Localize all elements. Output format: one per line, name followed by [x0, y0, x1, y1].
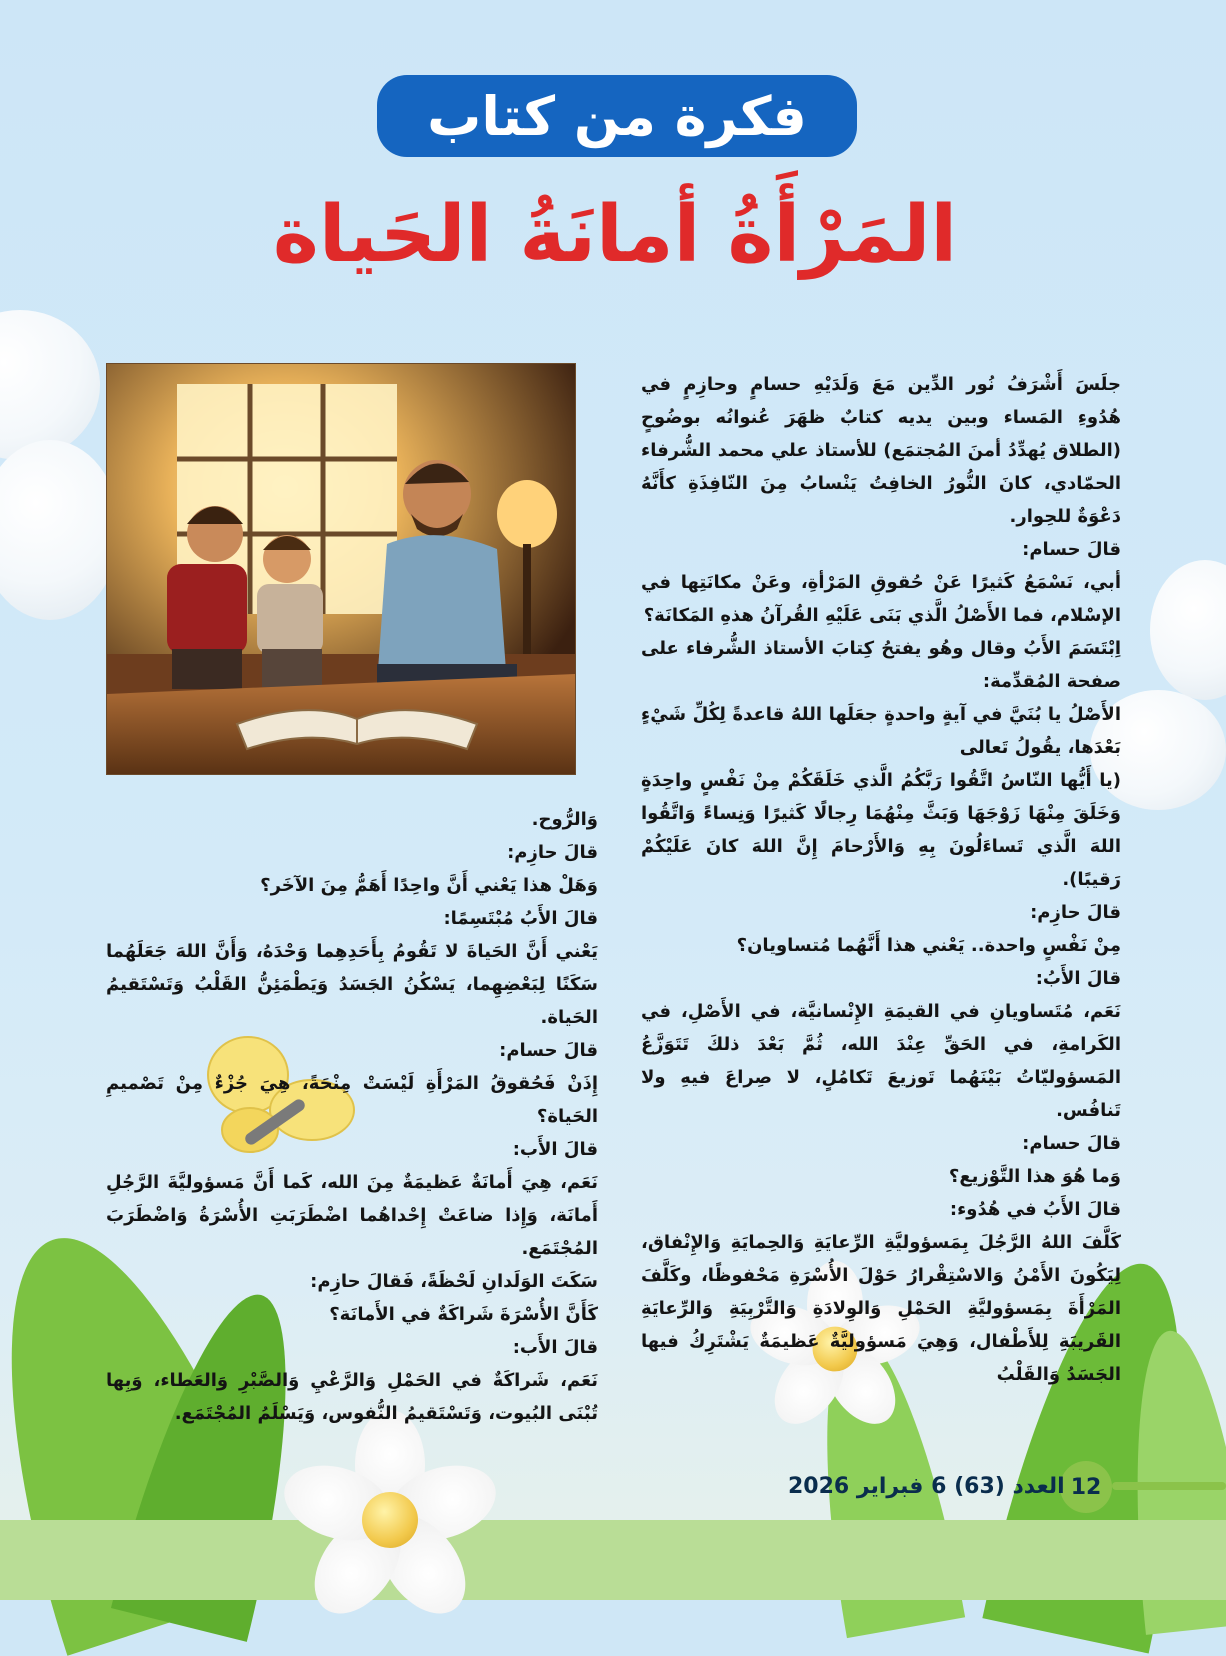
paragraph: وَهَلْ هذا يَعْني أَنَّ واحِدًا أَهَمُّ مِنَ الآخَر؟	[260, 875, 598, 896]
section-label: فكرة من كتاب	[427, 84, 807, 148]
ground-decoration	[0, 1520, 1226, 1600]
footer-accent-bar	[1112, 1482, 1226, 1490]
paragraph: وَما هُوَ هذا التَّوْزيع؟	[948, 1166, 1121, 1187]
speaker-line: قالَ حسام:	[499, 1040, 598, 1061]
paragraph: جلَسَ أَشْرَفُ نُور الدِّين مَعَ وَلَدَيْهِ حسامٍ وحازِمٍ في هُدُوءِ المَساء وبين يديه كتابٌ ظهَرَ عُنوانُه بوضُوحٍ (الطلاق يُهدِّدُ أمنَ المُجتمَع) للأستاذ علي محمد الشُّرفاء الحمّادي، كانَ النُّورُ الخافِتُ يَنْسابُ مِنَ النّافِذَةِ كأَنَّهُ دَعْوَةٌ للحِوار.	[641, 374, 1121, 527]
speaker-line: قالَ الأَبُ في هُدُوء:	[949, 1199, 1121, 1220]
paragraph: نَعَم، مُتَساويانِ في القيمَةِ الإِنْسانيَّة، في الأَصْلِ، في الكَرامةِ، في الحَقِّ عِنْدَ الله، ثُمَّ بَعْدَ ذلكَ تَتَوَزَّعُ المَسؤوليّاتُ بَيْنَهُما تَوزيعَ تَكامُلٍ، لا صِراعَ فيهِ ولا تَنافُس.	[641, 1001, 1121, 1121]
paragraph: نَعَم، شَراكَةٌ في الحَمْلِ وَالرَّعْيِ وَالصَّبْرِ وَالعَطاء، وَبِها تُبْنَى البُيوت، وَتَسْتَقيمُ النُّفوس، وَيَسْلَمُ المُجْتَمَع.	[106, 1370, 598, 1424]
paragraph: وَالرُّوح.	[531, 809, 598, 830]
paragraph: كَأَنَّ الأُسْرَةَ شَراكَةٌ في الأَمانَة؟	[329, 1304, 598, 1325]
paragraph: يَعْني أَنَّ الحَياةَ لا تَقُومُ بِأَحَدِهِما وَحْدَهُ، وَأَنَّ اللهَ جَعَلَهُما سَكَنًا لِبَعْضِهِما، يَسْكُنُ الجَسَدُ وَيَطْمَئِنُّ القَلْبُ وَتَسْتَقيمُ الحَياة.	[106, 941, 598, 1028]
speaker-line: قالَ الأَبُ مُبْتَسِمًا:	[443, 908, 598, 929]
paragraph: أبي، نَسْمَعُ كَثيرًا عَنْ حُقوقِ المَرْأةِ، وعَنْ مكانَتِها في الإسْلام، فما الأَصْلُ الَّذي بَنَى عَلَيْهِ القُرآنُ هذهِ المَكانَة؟	[641, 572, 1121, 626]
article-title: المَرْأَةُ أمانَةُ الحَياة	[272, 190, 958, 280]
speaker-line: قالَ الأَب:	[512, 1337, 598, 1358]
paragraph: إِذَنْ فَحُقوقُ المَرْأَةِ لَيْسَتْ مِنْحَةً، هِيَ جُزْءٌ مِنْ تَصْميمِ الحَياة؟	[106, 1073, 598, 1127]
speaker-line: قالَ حسام:	[1022, 1133, 1121, 1154]
article-text-left-column	[106, 803, 598, 1430]
speaker-line: قالَ حسام:	[1022, 539, 1121, 560]
speaker-line: قالَ الأَبُ:	[1035, 968, 1121, 989]
paragraph: اِبْتَسَمَ الأَبُ وقال وهُو يفتحُ كِتابَ الأستاذ الشُّرفاء على صفحة المُقدِّمة:	[641, 638, 1121, 692]
issue-info: العدد (63) 6 فبراير 2026	[788, 1473, 1065, 1499]
daisy-flower-decoration	[290, 1420, 490, 1620]
section-label-pill	[377, 75, 857, 157]
paragraph: سَكَتَ الوَلَدانِ لَحْظَةً، فَقالَ حازِم:	[310, 1271, 598, 1292]
speaker-line: قالَ حازِم:	[1030, 902, 1121, 923]
paragraph: كَلَّفَ اللهُ الرَّجُلَ بِمَسؤوليَّةِ الرِّعايَةِ وَالحِمايَةِ وَالإِنْفاق، لِيَكُونَ الأَمْنُ وَالاسْتِقْرارُ حَوْلَ الأُسْرَةِ مَحْفوظًا، وكَلَّفَ المَرْأَةَ بِمَسؤوليَّةِ الحَمْلِ وَالوِلادَةِ وَالتَّرْبِيَةِ وَالرِّعايَةِ القَريبَةِ لِلأَطْفال، وَهِيَ مَسؤوليَّةٌ عَظيمَةٌ يَشْتَرِكُ فيها الجَسَدُ وَالقَلْبُ	[641, 1232, 1121, 1385]
paragraph: مِنْ نَفْسٍ واحدة.. يَعْني هذا أَنَّهُما مُتساويان؟	[736, 935, 1121, 956]
speaker-line: قالَ حازِم:	[507, 842, 598, 863]
quran-verse: (يا أَيُّها النّاسُ اتَّقُوا رَبَّكُمُ الَّذي خَلَقَكُمْ مِنْ نَفْسٍ واحِدَةٍ وَخَلَقَ مِنْهَا زَوْجَهَا وَبَثَّ مِنْهُمَا رِجالًا كَثيرًا وَنِساءً وَاتَّقُوا اللهَ الَّذي تَساءَلُونَ بِهِ وَالأَرْحامَ إِنَّ اللهَ كانَ عَلَيْكُمْ رَقيبًا).	[641, 770, 1121, 890]
page-number: 12	[1060, 1461, 1112, 1513]
father-sons-conversation-image	[106, 363, 576, 775]
article-text-right-column	[641, 368, 1121, 1391]
paragraph: نَعَم، هِيَ أَمانَةٌ عَظيمَةٌ مِنَ الله، كَما أَنَّ مَسؤوليَّةَ الرَّجُلِ أَمانَة، وَإِذا ضاعَتْ إِحْداهُما اضْطَرَبَتِ الأُسْرَةُ وَاضْطَرَبَ المُجْتَمَع.	[106, 1172, 598, 1259]
footer	[788, 1462, 1065, 1510]
paragraph: الأَصْلُ يا بُنَيَّ في آيةٍ واحدةٍ جعَلَها اللهُ قاعدةً لِكُلِّ شَيْءٍ بَعْدَها، يقُولُ تَعالى	[641, 704, 1121, 758]
speaker-line: قالَ الأَب:	[512, 1139, 598, 1160]
